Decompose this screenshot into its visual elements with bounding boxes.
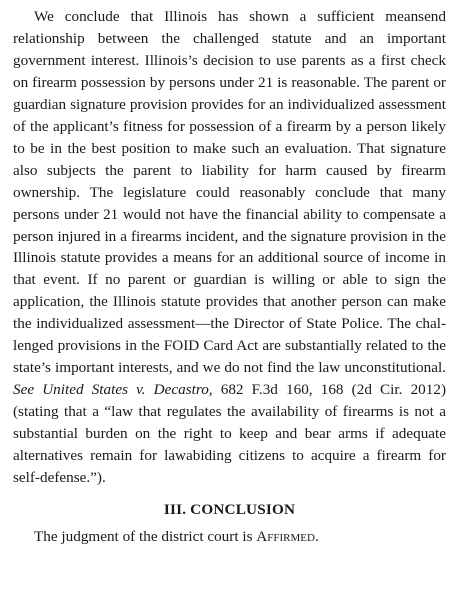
- section-heading: III. CONCLUSION: [163, 500, 296, 518]
- conclusion-paragraph: [13, 526, 446, 548]
- case-citation: See United States v. Decastro: [13, 381, 209, 399]
- disposition-text: Affirmed: [256, 527, 315, 545]
- citation-text: , 682 F.3d 160, 168 (2d Cir. 2012) (stating that a “law that regulates the availability of firearms is not a substantial burden on the right to keep and bear arms if adequate alternatives remain for lawabiding citizens to acquire a firearm for self-defense.”).: [13, 381, 446, 487]
- conclusion-text: The judgment of the district court is: [34, 527, 257, 545]
- document-page: [13, 6, 446, 548]
- paragraph-text: We conclude that Illinois has shown a sufficient meansend relationship between the challenged statute and an important government interest. Illinois’s decision to use parents as a first check on firearm possession by persons under 21 is reasonable. The parent or guardian signature provision provides for an individualized assessment of the applicant’s fitness for possession of a firearm by a person likely to be in the best position to make such an evaluation. That signature also subjects the parent to liability for harm caused by firearm ownership. The legislature could reasonably conclude that many persons under 21 would not have the financial ability to compensate a person injured in a firearms incident, and the signature provision in the Illinois statute provides a means for an additional source of income in that event. If no parent or guardian is willing or able to sign the application, the Illinois statute provides that another person can make the individualized assessment—the Director of State Police. The challenged provisions in the FOID Card Act are substantially related to the state’s important interests, and we do not find the law unconstitutional.: [13, 8, 446, 377]
- body-paragraph: [13, 6, 446, 489]
- conclusion-period: .: [314, 527, 319, 545]
